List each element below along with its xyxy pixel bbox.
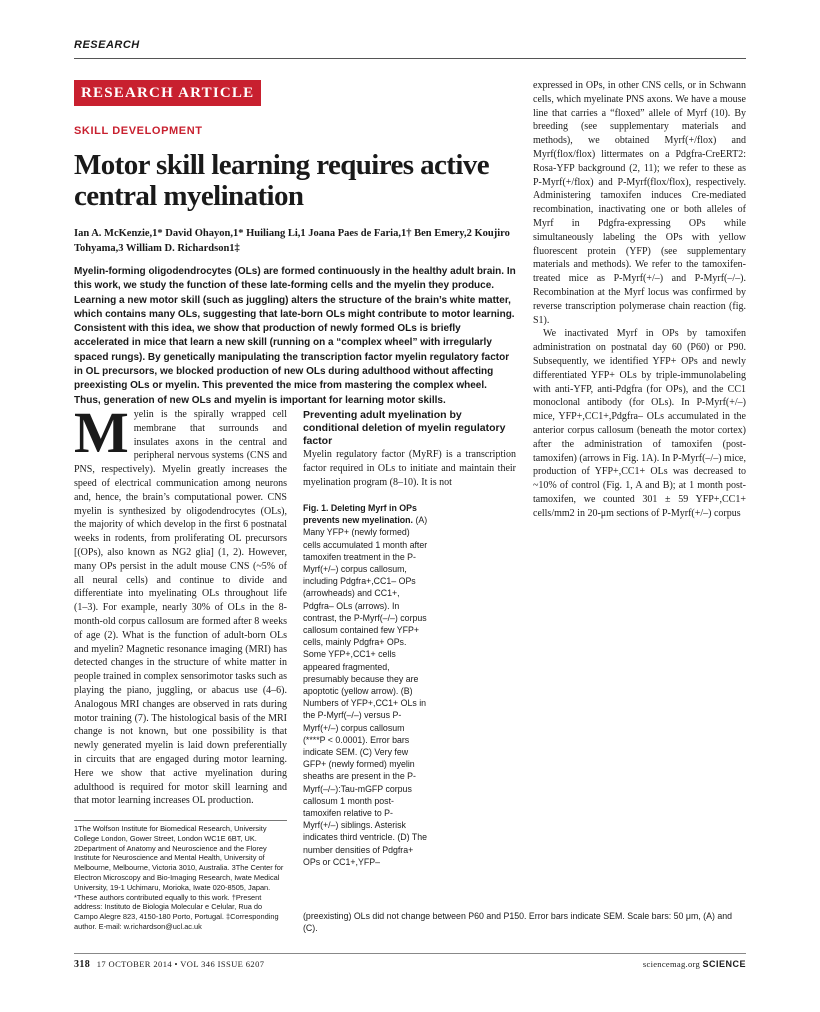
site-url: sciencemag.org — [642, 959, 701, 969]
bottom-rule — [74, 953, 746, 954]
body-column-3 — [533, 79, 746, 521]
abstract: Myelin-forming oligodendrocytes (OLs) are formed continuously in the healthy adult brain. In this work, we study the function of these late-forming cells and the myelin they produce. Learning a new motor skill (such as juggling) alters the structure of the brain’s white matter, which contains many OLs, suggesting that late-born OLs might contribute to motor learning. Consistent with this idea, we show that production of newly formed OLs is briefly accelerated in mice that learn a new skill (running on a “complex wheel” with irregularly spaced rungs). By genetically manipulating the transcription factor myelin regulatory factor in OL precursors, we blocked production of new OLs during adulthood without affecting preexisting OLs or myelin. This prevented the mice from mastering the complex wheel. Thus, generation of new OLs and myelin is important for learning motor skills. — [74, 266, 516, 406]
body-column-1 — [74, 400, 288, 808]
paragraph: We inactivated Myrf in OPs by tamoxifen administration on postnatal day 60 (P60) or P90. Subsequently, we identified YFP+ OPs and newly differentiated YFP+ OLs by triple-immunolabeling with anti-YFP, anti-Pdgfra (for OPs), and the CC1 monoclonal antibody (for OLs). In P-Myrf(+/–) mice, YFP+,CC1+,Pdgfra– OLs accumulated in the anterior corpus callosum (beneath the motor cortex) after the administration of tamoxifen (post-tamoxifen) (arrows in Fig. 1A). In P-Myrf(–/–) mice, production of YFP+,CC1+ OLs was decreased to ~10% of control (Fig. 1, A and B); at 1 month post-tamoxifen, we counted 301 ± 59 YFP+,CC1+ cells/mm2 in 20-μm sections of P-Myrf(+/–) corpus — [533, 328, 746, 519]
journal-site — [643, 959, 746, 969]
article-type-badge: RESEARCH ARTICLE — [74, 80, 261, 106]
section-tag: SKILL DEVELOPMENT — [74, 125, 203, 137]
figure-title: Fig. 1. Deleting Myrf in OPs prevents new myelination. — [303, 503, 417, 526]
footnote-rule — [74, 820, 287, 821]
author-list: Ian A. McKenzie,1* David Ohayon,1* Huiliang Li,1 Joana Paes de Faria,1† Ben Emery,2 Koujiro Tohyama,3 William D. Richardson1‡ — [74, 228, 510, 254]
journal-name: SCIENCE — [702, 959, 746, 969]
body-column-2: Myelin regulatory factor (MyRF) is a transcription factor required in OLs to initiate and maintain their myelination program (8–10). It is not — [303, 449, 516, 488]
intro-paragraph: yelin is the spirally wrapped cell membrane that surrounds and insulates axons in the central and peripheral nervous systems (CNS and PNS, respectively). Myelin greatly increases the speed of electrical communication among neurons and, hence, the brain’s computational power. CNS myelin is synthesized by oligodendrocytes (OLs), the majority of which develop in the first 6 postnatal weeks in rodents, from proliferating OL precursors [(OPs), also known as NG2 glia] (1, 2). However, many OPs persist in the adult mouse CNS (~5% of all neural cells) and continue to divide and differentiate into myelinating OLs throughout life (1–3). For example, nearly 30% of OLs in the 8-month-old corpus callosum are formed after 8 weeks of age (2). What is the function of adult-born OLs and myelin? Magnetic resonance imaging (MRI) has detected changes in the structure of white matter in people trained in complex sensorimotor tasks such as playing the piano, juggling, or abacus use (4–6). Analogous MRI changes are observed in rats during motor training (7). The histological basis of the MRI change is not known, but one possibility is that newly generated myelin is laid down preferentially in circuits that are engaged during motor learning. Here we show that active myelination during adulthood is required for motor skill learning and that motor learning increases OL production. — [74, 409, 288, 807]
article-title: Motor skill learning requires active central myelination — [74, 149, 489, 212]
drop-cap: M — [74, 400, 129, 465]
section-subhead: Preventing adult myelination by conditional deletion of myelin regulatory factor — [303, 409, 506, 447]
affiliations-footnote: 1The Wolfson Institute for Biomedical Research, University College London, Gower Street, London WC1E 6BT, UK. 2Department of Anatomy and Neuroscience and the Florey Institute for Neuroscience and Mental Health, University of Melbourne, Melbourne, Victoria 3010, Australia. 3The Center for Electron Microscopy and Bio-Imaging Research, Iwate Medical University, 19-1 Uchimaru, Morioka, Iwate 020-8505, Japan. *These authors contributed equally to this work. †Present address: Instituto de Biologia Molecular e Celular, Rua do Campo Alegre 823, 4150-180 Porto, Portugal. ‡Corresponding author. E-mail: w.richardson@ucl.ac.uk — [74, 824, 284, 931]
figure-caption-text: (A) Many YFP+ (newly formed) cells accumulated 1 month after tamoxifen treatment in the P-Myrf(+/–) corpus callosum, including Pdgfra+,CC1– OPs (arrowheads) and CC1+, Pdgfra– OLs (arrows). In contrast, the P-Myrf(–/–) corpus callosum contained few YFP+ cells, mainly Pdgfra+ OPs. Some YFP+,CC1+ cells appeared fragmented, presumably because they are apoptotic (yellow arrow). (B) Numbers of YFP+,CC1+ OLs in the P-Myrf(–/–) versus P-Myrf(+/–) corpus callosum (****P < 0.0001). Error bars indicate SEM. (C) Very few GFP+ (newly formed) myelin sheaths are present in the P-Myrf(–/–):Tau-mGFP corpus callosum 1 month post-tamoxifen relative to P-Myrf(+/–) siblings. Asterisk indicates third ventricle. (D) The number densities of Pdgfra+ OPs or CC1+,YFP– — [303, 515, 428, 867]
folio — [74, 959, 264, 970]
issue-info: 17 OCTOBER 2014 • VOL 346 ISSUE 6207 — [96, 959, 265, 969]
paragraph: expressed in OPs, in other CNS cells, or in Schwann cells, which myelinate PNS axons. We have a mouse line that carries a “floxed” allele of Myrf (10). By breeding (see supplementary materials and methods), we obtained Myrf(+/flox) and Myrf(flox/flox) littermates on a Pdgfra-CreERT2: Rosa-YFP background (2, 11); we refer to these as P-Myrf(+/flox) and P-Myrf(flox/flox), respectively. Administering tamoxifen induces Cre-mediated recombination, inactivating one or both alleles of Myrf in Pdgfra-expressing OPs while simultaneously labeling the OPs with yellow fluorescent protein (YFP) (see supplementary materials and methods). We refer to the tamoxifen-treated mice as P-Myrf(+/–) and P-Myrf(–/–). Recombination at the Myrf locus was confirmed by reverse transcription polymerase chain reaction (fig. S1). — [533, 80, 746, 326]
page-number: 318 — [74, 959, 91, 970]
figure-caption-continued: (preexisting) OLs did not change between P60 and P150. Error bars indicate SEM. Scale bars: 50 μm, (A) and (C). — [303, 911, 733, 934]
top-rule — [74, 58, 746, 59]
running-head: RESEARCH — [74, 39, 140, 51]
figure-caption — [303, 502, 428, 868]
